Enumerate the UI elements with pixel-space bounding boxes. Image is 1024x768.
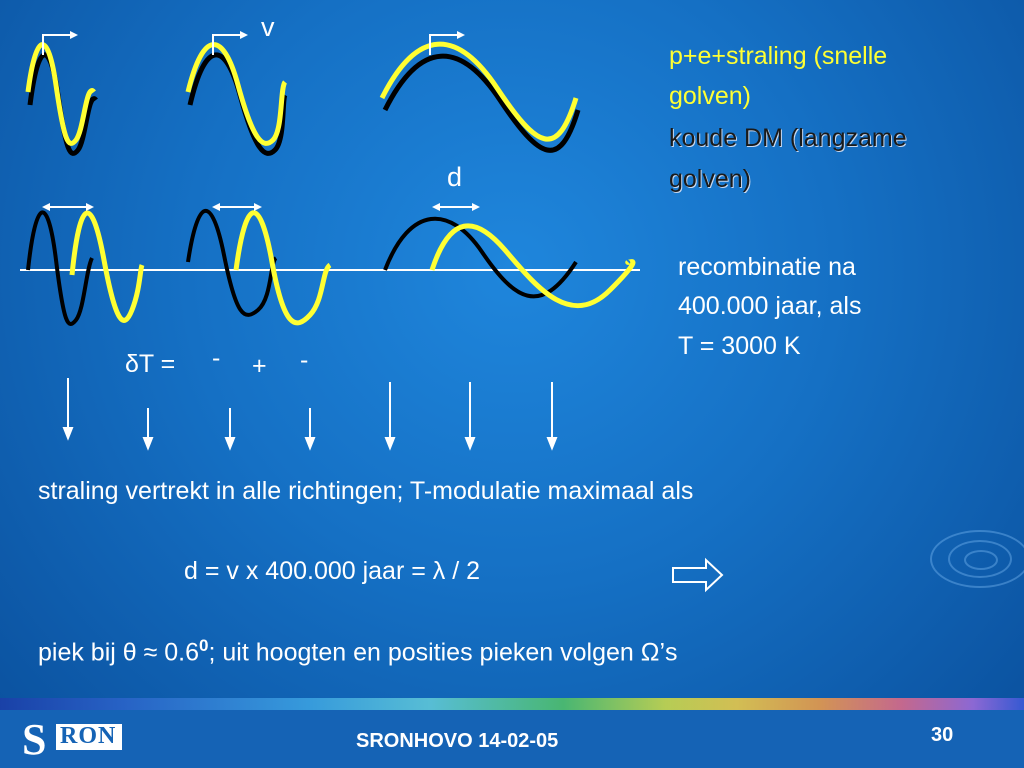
logo-letter: S [22, 715, 47, 764]
yellow-wave [236, 213, 330, 323]
label-sign-plus: + [252, 352, 267, 380]
arrow-head-left [42, 203, 50, 211]
arrow-head-left [212, 203, 220, 211]
yellow-wave [382, 44, 576, 139]
yellow-wave [432, 226, 633, 306]
peak-superscript: 0 [199, 636, 209, 655]
mid-wave-group-1 [28, 203, 142, 324]
top-wave-group-1 [28, 31, 96, 153]
implies-arrow-icon [673, 560, 722, 590]
arrow-head-right [254, 203, 262, 211]
recombination-line3: T = 3000 K [678, 332, 801, 360]
black-wave [28, 212, 92, 324]
label-delta-t: δT = [125, 350, 176, 378]
mid-wave-group-3 [385, 203, 633, 306]
legend-fast-waves-line2: golven) [669, 82, 751, 110]
peak-suffix: ; uit hoogten en posities pieken volgen Ω’s [208, 638, 678, 667]
arrow-head-left [432, 203, 440, 211]
body-statement: straling vertrekt in alle richtingen; T-modulatie maximaal als [38, 477, 694, 505]
legend-slow-waves-line2: golven) [669, 165, 751, 193]
label-d: d [447, 162, 463, 192]
label-sign-minus-2: - [300, 346, 309, 374]
page-number: 30 [931, 724, 954, 746]
label-sign-minus-1: - [212, 344, 221, 372]
top-wave-group-3 [382, 31, 578, 150]
top-wave-group-2 [188, 31, 285, 153]
peak-prefix: piek bij θ ≈ 0.6 [38, 638, 200, 667]
label-v: v [261, 12, 275, 42]
arrow-head [70, 31, 78, 39]
black-wave [190, 55, 285, 154]
legend-slow-waves-line1: koude DM (langzame [669, 124, 907, 152]
footer-title: SRONHOVO 14-02-05 [356, 730, 559, 752]
arrow-head [240, 31, 248, 39]
sron-logo [22, 715, 124, 764]
body-formula: d = v x 400.000 jaar = λ / 2 [184, 557, 481, 585]
body-peak [38, 636, 678, 667]
arrow-head-right [86, 203, 94, 211]
recombination-line2: 400.000 jaar, als [678, 292, 862, 320]
rainbow-strip [0, 698, 1024, 710]
arrow-head-right [472, 203, 480, 211]
logo-text: RON [60, 723, 117, 749]
downward-arrows [64, 378, 556, 448]
recombination-line1: recombinatie na [678, 253, 856, 281]
legend-fast-waves-line1: p+e+straling (snelle [669, 42, 888, 70]
mid-wave-group-2 [188, 203, 330, 323]
arrow-head [457, 31, 465, 39]
yellow-wave [188, 45, 285, 144]
